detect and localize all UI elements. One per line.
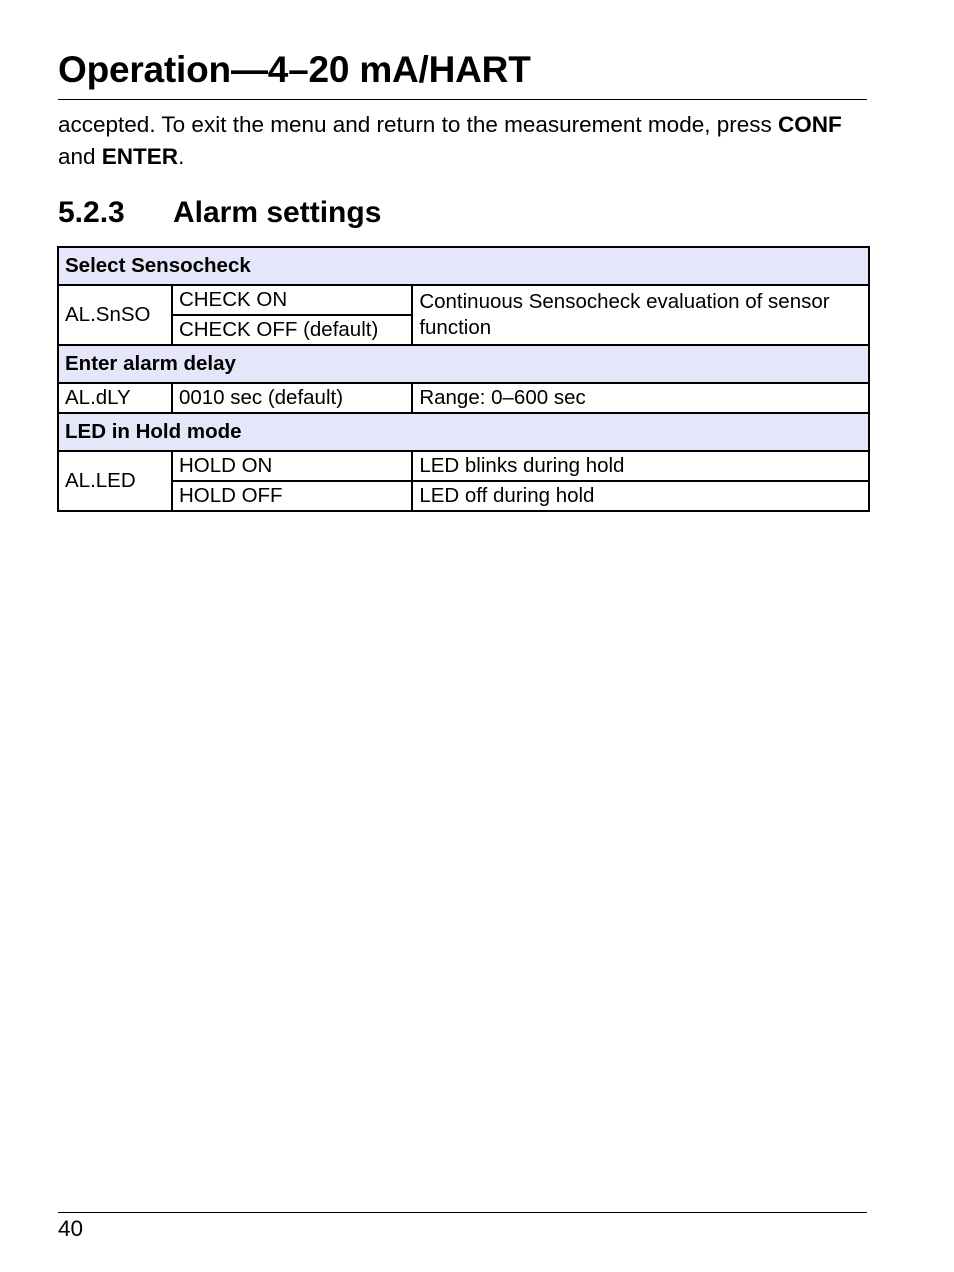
page-number: 40 bbox=[58, 1216, 84, 1241]
enter-key-label: ENTER bbox=[101, 144, 179, 169]
group-heading-led-hold: LED in Hold mode bbox=[58, 413, 869, 451]
footer-divider bbox=[58, 1212, 867, 1213]
description-cell-hold-off: LED off during hold bbox=[412, 481, 869, 511]
description-cell-hold-on: LED blinks during hold bbox=[412, 451, 869, 481]
table-row bbox=[58, 383, 869, 413]
code-cell-al-led: AL.LED bbox=[58, 451, 172, 511]
table-row bbox=[58, 285, 869, 315]
code-cell-al-dly: AL.dLY bbox=[58, 383, 172, 413]
table-group-row bbox=[58, 413, 869, 451]
group-heading-alarm-delay: Enter alarm delay bbox=[58, 345, 869, 383]
intro-text-2: and bbox=[58, 144, 102, 169]
option-cell-check-off: CHECK OFF (default) bbox=[172, 315, 412, 345]
option-cell-hold-on: HOLD ON bbox=[172, 451, 412, 481]
title-divider bbox=[58, 99, 867, 100]
section-title: Alarm settings bbox=[173, 196, 382, 229]
table-row bbox=[58, 451, 869, 481]
table-row bbox=[58, 481, 869, 511]
option-cell-hold-off: HOLD OFF bbox=[172, 481, 412, 511]
table-group-row bbox=[58, 345, 869, 383]
conf-key-label: CONF bbox=[778, 112, 842, 137]
table-group-row bbox=[58, 247, 869, 285]
page-title: Operation—4–20 mA/HART bbox=[58, 49, 531, 90]
description-cell-sensocheck: Continuous Sensocheck evaluation of sensor function bbox=[412, 285, 869, 345]
section-number: 5.2.3 bbox=[58, 196, 125, 229]
section-heading bbox=[58, 193, 381, 233]
description-cell-delay-range: Range: 0–600 sec bbox=[412, 383, 869, 413]
alarm-settings-table bbox=[57, 246, 870, 512]
group-heading-sensocheck: Select Sensocheck bbox=[58, 247, 869, 285]
intro-paragraph bbox=[58, 109, 878, 173]
intro-text-1: accepted. To exit the menu and return to the measurement mode, press bbox=[58, 112, 778, 137]
option-cell-delay-default: 0010 sec (default) bbox=[172, 383, 412, 413]
code-cell-al-snso: AL.SnSO bbox=[58, 285, 172, 345]
option-cell-check-on: CHECK ON bbox=[172, 285, 412, 315]
intro-text-3: . bbox=[178, 144, 185, 169]
